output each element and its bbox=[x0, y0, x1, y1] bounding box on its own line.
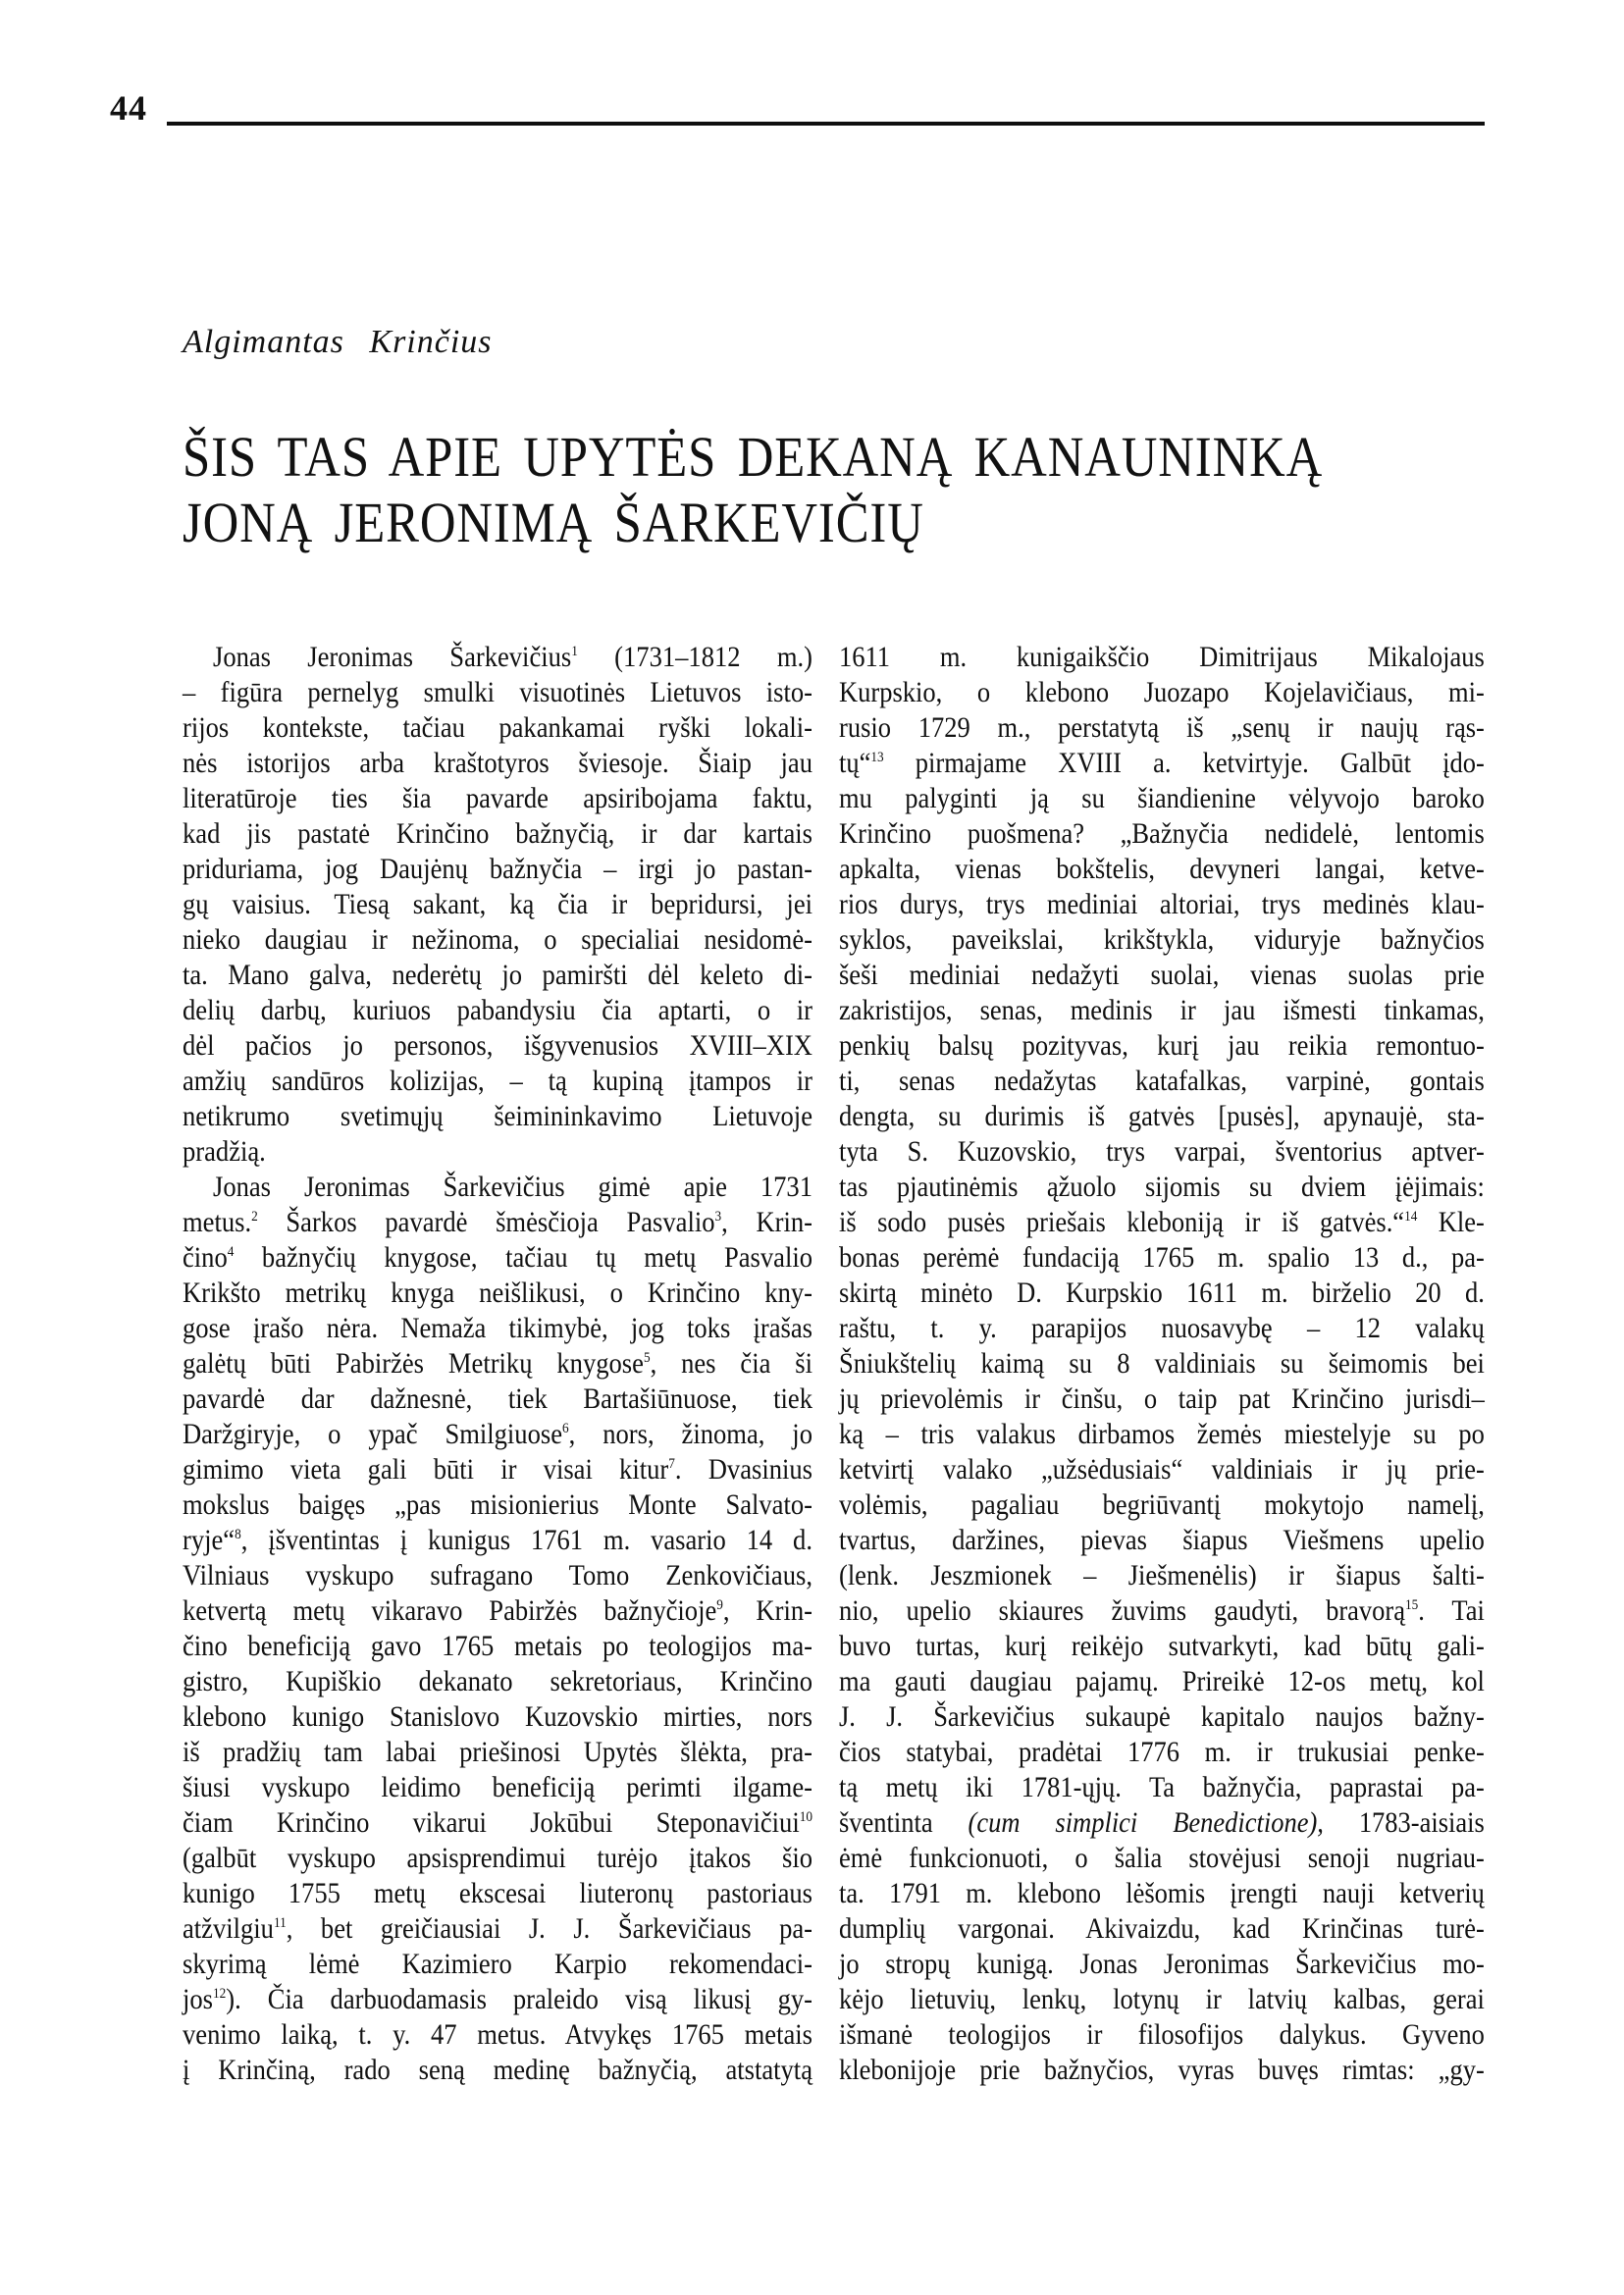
text-line: jos$^{12}$). Čia darbuodamasis praleido visą likusį gy- bbox=[183, 1983, 812, 2015]
author-name: Algimantas Krinčius bbox=[183, 324, 493, 360]
title-line-2: JONĄ JERONIMĄ ŠARKEVIČIŲ bbox=[183, 491, 924, 554]
text-line: iš sodo pusės priešais kleboniją ir iš gatvės.“$^{14}$ Kle- bbox=[839, 1206, 1485, 1238]
page-number: 44 bbox=[110, 88, 147, 128]
text-line: skyrimą lėmė Kazimiero Karpio rekomendaci- bbox=[183, 1948, 812, 1980]
text-line: ma gauti daugiau pajamų. Prireikė 12-os metų, kol bbox=[839, 1665, 1485, 1697]
text-line: tą metų iki 1781-ųjų. Ta bažnyčia, paprastai pa- bbox=[839, 1771, 1485, 1803]
text-line: Šniukštelių kaimą su 8 valdiniais su šeimomis bei bbox=[839, 1347, 1485, 1380]
text-line: Krinčino puošmena? „Bažnyčia nedidelė, lentomis bbox=[839, 817, 1485, 850]
text-line: metus.$^2$ Šarkos pavardė šmėsčioja Pasvalio$^3$, Krin- bbox=[183, 1206, 813, 1238]
text-line: šventinta (cum simplici Benedictione), 1783-aisiais bbox=[839, 1806, 1485, 1839]
text-line: Vilniaus vyskupo sufragano Tomo Zenkovičiaus, bbox=[183, 1559, 812, 1591]
article-title bbox=[183, 424, 1323, 555]
text-line: gimimo vieta gali būti ir visai kitur$^7$. Dvasinius bbox=[183, 1453, 813, 1486]
text-line: tvartus, daržines, pievas šiapus Viešmens upelio bbox=[839, 1524, 1485, 1556]
text-line: čiam Krinčino vikarui Jokūbui Steponavičiui$^{10}$ bbox=[183, 1806, 812, 1839]
text-line: amžių sandūros kolizijas, – tą kupiną įtampos ir bbox=[183, 1065, 812, 1097]
text-line: klebono kunigo Stanislovo Kuzovskio mirties, nors bbox=[183, 1700, 812, 1733]
text-line: bonas perėmė fundaciją 1765 m. spalio 13 d., pa- bbox=[839, 1241, 1485, 1274]
text-line: ti, senas nedažytas katafalkas, varpinė, gontais bbox=[839, 1065, 1485, 1097]
text-line: nės istorijos arba kraštotyros šviesoje. Šiaip jau bbox=[183, 747, 812, 779]
text-line: raštu, t. y. parapijos nuosavybę – 12 valakų bbox=[839, 1312, 1485, 1344]
text-line: Kurpskio, o klebono Juozapo Kojelavičiaus, mi- bbox=[839, 676, 1485, 708]
text-line: 1611 m. kunigaikščio Dimitrijaus Mikalojaus bbox=[839, 641, 1485, 673]
text-line: klebonijoje prie bažnyčios, vyras buvęs rimtas: „gy- bbox=[839, 2054, 1485, 2086]
text-line: venimo laiką, t. y. 47 metus. Atvykęs 1765 metais bbox=[183, 2018, 812, 2051]
text-line: ta. Mano galva, nederėtų jo pamiršti dėl keleto di- bbox=[183, 959, 812, 991]
text-line: rijos kontekste, tačiau pakankamai ryški lokali- bbox=[183, 711, 812, 744]
body-column-right bbox=[839, 640, 1485, 2088]
text-line: dumplių vargonai. Akivaizdu, kad Krinčinas turė- bbox=[839, 1912, 1485, 1945]
text-line: čino$^4$ bažnyčių knygose, tačiau tų metų Pasvalio bbox=[183, 1241, 812, 1274]
text-line: J. J. Šarkevičius sukaupė kapitalo naujos bažny- bbox=[839, 1700, 1485, 1733]
text-line: Daržgiryje, o ypač Smilgiuose$^6$, nors, žinoma, jo bbox=[183, 1418, 812, 1450]
text-line: kėjo lietuvių, lenkų, lotynų ir latvių kalbas, gerai bbox=[839, 1983, 1485, 2015]
text-line: čios statybai, pradėtai 1776 m. ir trukusiai penke- bbox=[839, 1736, 1485, 1768]
text-line: į Krinčiną, rado seną medinę bažnyčią, atstatytą bbox=[183, 2054, 812, 2086]
text-line: atžvilgiu$^{11}$, bet greičiausiai J. J. Šarkevičiaus pa- bbox=[183, 1912, 812, 1945]
header-rule bbox=[167, 122, 1485, 126]
text-line: mu palyginti ją su šiandienine vėlyvojo baroko bbox=[839, 782, 1485, 814]
text-line: tas pjautinėmis ąžuolo sijomis su dviem įėjimais: bbox=[839, 1171, 1485, 1203]
text-line: apkalta, vienas bokštelis, devyneri langai, ketve- bbox=[839, 853, 1485, 885]
text-line: literatūroje ties šia pavarde apsiribojama faktu, bbox=[183, 782, 812, 814]
text-line: penkių balsų pozityvas, kurį jau reikia remontuo- bbox=[839, 1029, 1485, 1062]
text-line: šiusi vyskupo leidimo beneficiją perimti ilgame- bbox=[183, 1771, 812, 1803]
text-line: pavardė dar dažnesnė, tiek Bartašiūnuose, tiek bbox=[183, 1382, 812, 1415]
text-line: – figūra pernelyg smulki visuotinės Lietuvos isto- bbox=[183, 676, 812, 708]
text-line: šeši mediniai nedažyti suolai, vienas suolas prie bbox=[839, 959, 1485, 991]
text-line: tyta S. Kuzovskio, trys varpai, šventorius aptver- bbox=[839, 1135, 1485, 1168]
text-line: ketvertą metų vikaravo Pabiržės bažnyčioje$^9$, Krin- bbox=[183, 1594, 812, 1627]
text-line: rusio 1729 m., perstatytą iš „senų ir naujų rąs- bbox=[839, 711, 1485, 744]
text-line: kunigo 1755 metų ekscesai liuteronų pastoriaus bbox=[183, 1877, 812, 1909]
text-line: rios durys, trys mediniai altoriai, trys medinės klau- bbox=[839, 888, 1485, 920]
text-line: volėmis, pagaliau begriūvantį mokytojo namelį, bbox=[839, 1488, 1485, 1521]
text-line: dėl pačios jo personos, išgyvenusios XVIII–XIX bbox=[183, 1029, 812, 1062]
text-line: kad jis pastatė Krinčino bažnyčią, ir dar kartais bbox=[183, 817, 812, 850]
text-line: (galbūt vyskupo apsisprendimui turėjo įtakos šio bbox=[183, 1842, 812, 1874]
text-line: (lenk. Jeszmionek – Jiešmenėlis) ir šiapus šalti- bbox=[839, 1559, 1485, 1591]
text-line: iš pradžių tam labai priešinosi Upytės šlėkta, pra- bbox=[183, 1736, 812, 1768]
text-line: gistro, Kupiškio dekanato sekretoriaus, Krinčino bbox=[183, 1665, 812, 1697]
text-line: skirtą minėto D. Kurpskio 1611 m. birželio 20 d. bbox=[839, 1277, 1485, 1309]
text-line: priduriama, jog Daujėnų bažnyčia – irgi jo pastan- bbox=[183, 853, 812, 885]
text-line: ryje“$^8$, įšventintas į kunigus 1761 m. vasario 14 d. bbox=[183, 1524, 812, 1556]
text-line: išmanė teologijos ir filosofijos dalykus. Gyveno bbox=[839, 2018, 1485, 2051]
text-line: buvo turtas, kurį reikėjo sutvarkyti, kad būtų gali- bbox=[839, 1630, 1485, 1662]
text-line: jų prievolėmis ir činšu, o taip pat Krinčino jurisdi– bbox=[839, 1382, 1485, 1415]
text-line: nio, upelio skiaures žuvims gaudyti, bravorą$^{15}$. Tai bbox=[839, 1594, 1485, 1627]
text-line: Jonas Jeronimas Šarkevičius$^1$ (1731–1812 m.) bbox=[212, 641, 812, 673]
text-line: Krikšto metrikų knyga neišlikusi, o Krinčino kny- bbox=[183, 1277, 812, 1309]
text-line: ketvirtį valako „užsėdusiais“ valdiniais ir jų prie- bbox=[839, 1453, 1485, 1486]
text-line: tų“$^{13}$ pirmajame XVIII a. ketvirtyje. Galbūt įdo- bbox=[839, 747, 1485, 779]
text-line: netikrumo svetimųjų šeimininkavimo Lietuvoje bbox=[183, 1100, 812, 1132]
text-line: nieko daugiau ir nežinoma, o specialiai nesidomė- bbox=[183, 923, 812, 956]
text-line: pradžią. bbox=[183, 1135, 266, 1168]
text-line: delių darbų, kuriuos pabandysiu čia aptarti, o ir bbox=[183, 994, 812, 1026]
text-line: galėtų būti Pabiržės Metrikų knygose$^5$, nes čia ši bbox=[183, 1347, 813, 1380]
text-line: gose įrašo nėra. Nemaža tikimybė, jog toks įrašas bbox=[183, 1312, 812, 1344]
text-line: čino beneficiją gavo 1765 metais po teologijos ma- bbox=[183, 1630, 812, 1662]
text-line: ėmė funkcionuoti, o šalia stovėjusi senoji nugriau- bbox=[839, 1842, 1485, 1874]
text-line: Jonas Jeronimas Šarkevičius gimė apie 1731 bbox=[212, 1171, 812, 1203]
text-line: mokslus baigęs „pas misionierius Monte Salvato- bbox=[183, 1488, 812, 1521]
text-line: ta. 1791 m. klebono lėšomis įrengti nauji ketverių bbox=[839, 1877, 1485, 1909]
text-line: jo stropų kunigą. Jonas Jeronimas Šarkevičius mo- bbox=[839, 1948, 1485, 1980]
text-line: ką – tris valakus dirbamos žemės miestelyje su po bbox=[839, 1418, 1485, 1450]
text-line: gų vaisius. Tiesą sakant, ką čia ir bepridursi, jei bbox=[183, 888, 812, 920]
text-line: zakristijos, senas, medinis ir jau išmesti tinkamas, bbox=[839, 994, 1485, 1026]
text-line: dengta, su durimis iš gatvės [pusės], apynaujė, sta- bbox=[839, 1100, 1485, 1132]
body-column-left bbox=[183, 640, 812, 2088]
title-line-1: ŠIS TAS APIE UPYTĖS DEKANĄ KANAUNINKĄ bbox=[183, 425, 1324, 489]
text-line: syklos, paveikslai, krikštykla, viduryje bažnyčios bbox=[839, 923, 1485, 956]
